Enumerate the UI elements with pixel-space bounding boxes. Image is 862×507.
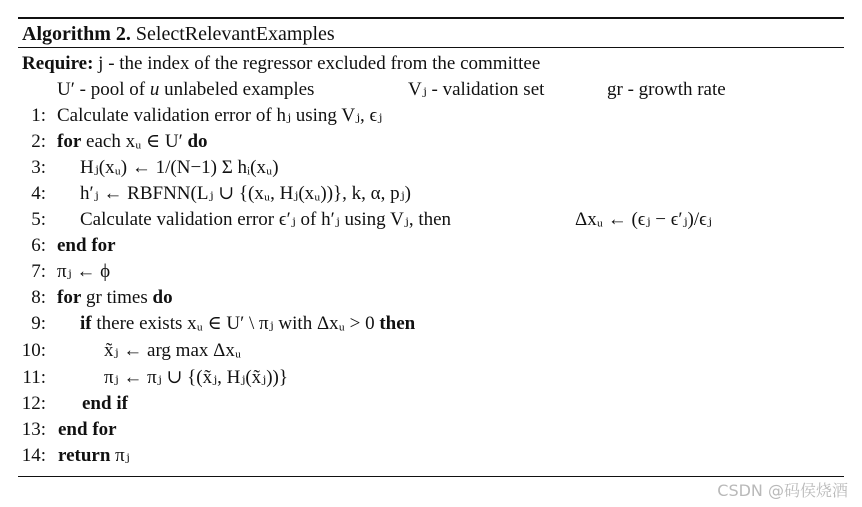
require-u: u xyxy=(149,79,160,100)
line-number: 4: xyxy=(31,183,46,204)
step-1 xyxy=(0,103,862,129)
keyword-end-for: end for xyxy=(57,235,116,256)
step-text: h′ⱼ ← RBFNN(Lⱼ ∪ {(xᵤ, Hⱼ(xᵤ))}, k, α, pⱼ) xyxy=(80,183,411,204)
line-number: 6: xyxy=(31,235,46,256)
keyword-for: for xyxy=(57,287,82,308)
step-13 xyxy=(0,417,862,443)
keyword-do: do xyxy=(152,287,173,308)
step-9 xyxy=(0,311,862,337)
step-delta: Δxᵤ ← (ϵⱼ − ϵ′ⱼ)/ϵⱼ xyxy=(575,209,712,230)
step-text: Hⱼ(xᵤ) ← 1/(N−1) Σ hᵢ(xᵤ) xyxy=(80,157,279,178)
line-number: 3: xyxy=(31,157,46,178)
require-pool: U′ - pool of xyxy=(57,79,146,100)
step-2 xyxy=(0,129,862,155)
step-11 xyxy=(0,365,862,391)
line-number: 14: xyxy=(21,445,46,466)
step-text: πⱼ xyxy=(115,445,130,466)
algorithm-title xyxy=(22,22,335,46)
step-text: πⱼ ← πⱼ ∪ {(x̃ⱼ, Hⱼ(x̃ⱼ))} xyxy=(104,367,288,388)
step-text: πⱼ ← ϕ xyxy=(57,261,111,282)
keyword-end-if: end if xyxy=(82,393,128,414)
line-number: 8: xyxy=(31,287,46,308)
step-text: Calculate validation error ϵ′ⱼ of h′ⱼ using Vⱼ, then xyxy=(80,209,452,230)
line-number: 7: xyxy=(31,261,46,282)
step-6 xyxy=(0,233,862,259)
step-text: Calculate validation error of hⱼ using Vⱼ, ϵⱼ xyxy=(57,105,383,126)
step-8 xyxy=(0,285,862,311)
step-5 xyxy=(0,207,862,233)
keyword-do: do xyxy=(187,131,208,152)
step-12 xyxy=(0,391,862,417)
line-number: 2: xyxy=(31,131,46,152)
keyword-end-for: end for xyxy=(58,419,117,440)
line-number: 10: xyxy=(21,340,46,361)
step-14 xyxy=(0,443,862,469)
keyword-if: if xyxy=(80,313,92,334)
bottom-rule xyxy=(18,476,844,477)
step-text: each xᵤ ∈ U′ xyxy=(86,131,183,152)
line-number: 9: xyxy=(31,313,46,334)
algorithm-name: SelectRelevantExamples xyxy=(135,23,335,45)
step-10 xyxy=(0,338,862,364)
line-number: 11: xyxy=(22,367,46,388)
keyword-then: then xyxy=(379,313,416,334)
algorithm-label: Algorithm 2. xyxy=(22,23,131,45)
require-validation: Vⱼ - validation set xyxy=(408,79,545,100)
line-number: 1: xyxy=(31,105,46,126)
step-4 xyxy=(0,181,862,207)
keyword-for: for xyxy=(57,131,82,152)
line-number: 5: xyxy=(31,209,46,230)
step-text: gr times xyxy=(86,287,148,308)
require-text-1: j - the index of the regressor excluded from the committee xyxy=(98,53,541,74)
step-3 xyxy=(0,155,862,181)
require-unlabeled: unlabeled examples xyxy=(164,79,315,100)
step-text: x̃ⱼ ← arg max Δxᵤ xyxy=(104,340,242,361)
header-rule xyxy=(18,47,844,48)
step-text: there exists xᵤ ∈ U′ \ πⱼ with Δxᵤ > 0 xyxy=(96,313,375,334)
top-rule xyxy=(18,17,844,19)
line-number: 13: xyxy=(21,419,46,440)
step-7 xyxy=(0,259,862,285)
line-number: 12: xyxy=(21,393,46,414)
require-growth: gr - growth rate xyxy=(607,79,726,100)
keyword-return: return xyxy=(58,445,111,466)
watermark: CSDN @码侯烧酒 xyxy=(717,481,848,500)
require-keyword: Require: xyxy=(22,53,94,74)
